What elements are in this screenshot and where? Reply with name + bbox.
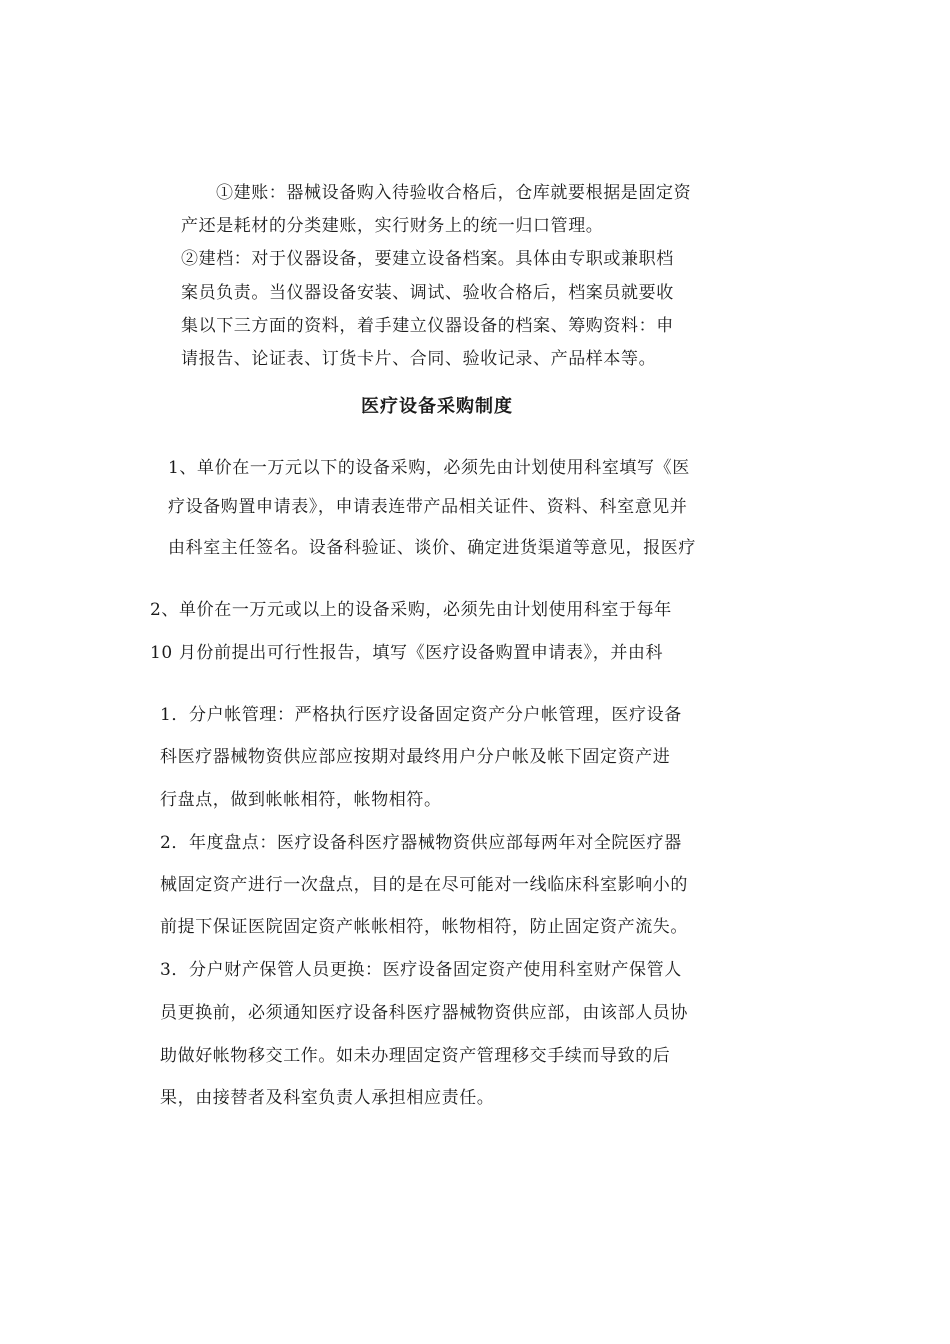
item-2-line-3: 前提下保证医院固定资产帐帐相符，帐物相符，防止固定资产流失。 bbox=[160, 917, 688, 937]
item-3-line-3: 助做好帐物移交工作。如未办理固定资产管理移交手续而导致的后 bbox=[160, 1046, 671, 1066]
item-1-line-2: 科医疗器械物资供应部应按期对最终用户分户帐及帐下固定资产进 bbox=[160, 747, 671, 767]
account-paragraph-line-2: 产还是耗材的分类建账，实行财务上的统一归口管理。 bbox=[181, 216, 604, 236]
item-3-line-1: 3．分户财产保管人员更换：医疗设备固定资产使用科室财产保管人 bbox=[160, 960, 682, 980]
item-3-line-2: 员更换前，必须通知医疗设备科医疗器械物资供应部，由该部人员协 bbox=[160, 1003, 688, 1023]
archive-paragraph-line-1: ②建档：对于仪器设备，要建立设备档案。具体由专职或兼职档 bbox=[181, 249, 674, 269]
rule-2-line-1: 2、单价在一万元或以上的设备采购，必须先由计划使用科室于每年 bbox=[150, 600, 672, 620]
rule-2-line-2: 10 月份前提出可行性报告，填写《医疗设备购置申请表》，并由科 bbox=[150, 643, 664, 663]
archive-paragraph-line-2: 案员负责。当仪器设备安装、调试、验收合格后，档案员就要收 bbox=[181, 283, 674, 303]
item-1-line-1: 1．分户帐管理：严格执行医疗设备固定资产分户帐管理，医疗设备 bbox=[160, 705, 682, 725]
item-2-line-1: 2．年度盘点：医疗设备科医疗器械物资供应部每两年对全院医疗器 bbox=[160, 833, 682, 853]
item-1-line-3: 行盘点，做到帐帐相符，帐物相符。 bbox=[160, 790, 442, 810]
rule-1-line-1: 1、单价在一万元以下的设备采购，必须先由计划使用科室填写《医 bbox=[168, 458, 690, 478]
section-title: 医疗设备采购制度 bbox=[361, 396, 513, 417]
item-2-line-2: 械固定资产进行一次盘点，目的是在尽可能对一线临床科室影响小的 bbox=[160, 875, 688, 895]
archive-paragraph-line-3: 集以下三方面的资料，着手建立仪器设备的档案、筹购资料：申 bbox=[181, 316, 674, 336]
archive-paragraph-line-4: 请报告、论证表、订货卡片、合同、验收记录、产品样本等。 bbox=[181, 349, 657, 369]
rule-1-line-2: 疗设备购置申请表》，申请表连带产品相关证件、资料、科室意见并 bbox=[168, 497, 688, 517]
account-paragraph-line-1: ①建账：器械设备购入待验收合格后，仓库就要根据是固定资 bbox=[216, 183, 692, 203]
item-3-line-4: 果，由接替者及科室负责人承担相应责任。 bbox=[160, 1088, 495, 1108]
rule-1-line-3: 由科室主任签名。设备科验证、谈价、确定进货渠道等意见，报医疗 bbox=[168, 538, 696, 558]
